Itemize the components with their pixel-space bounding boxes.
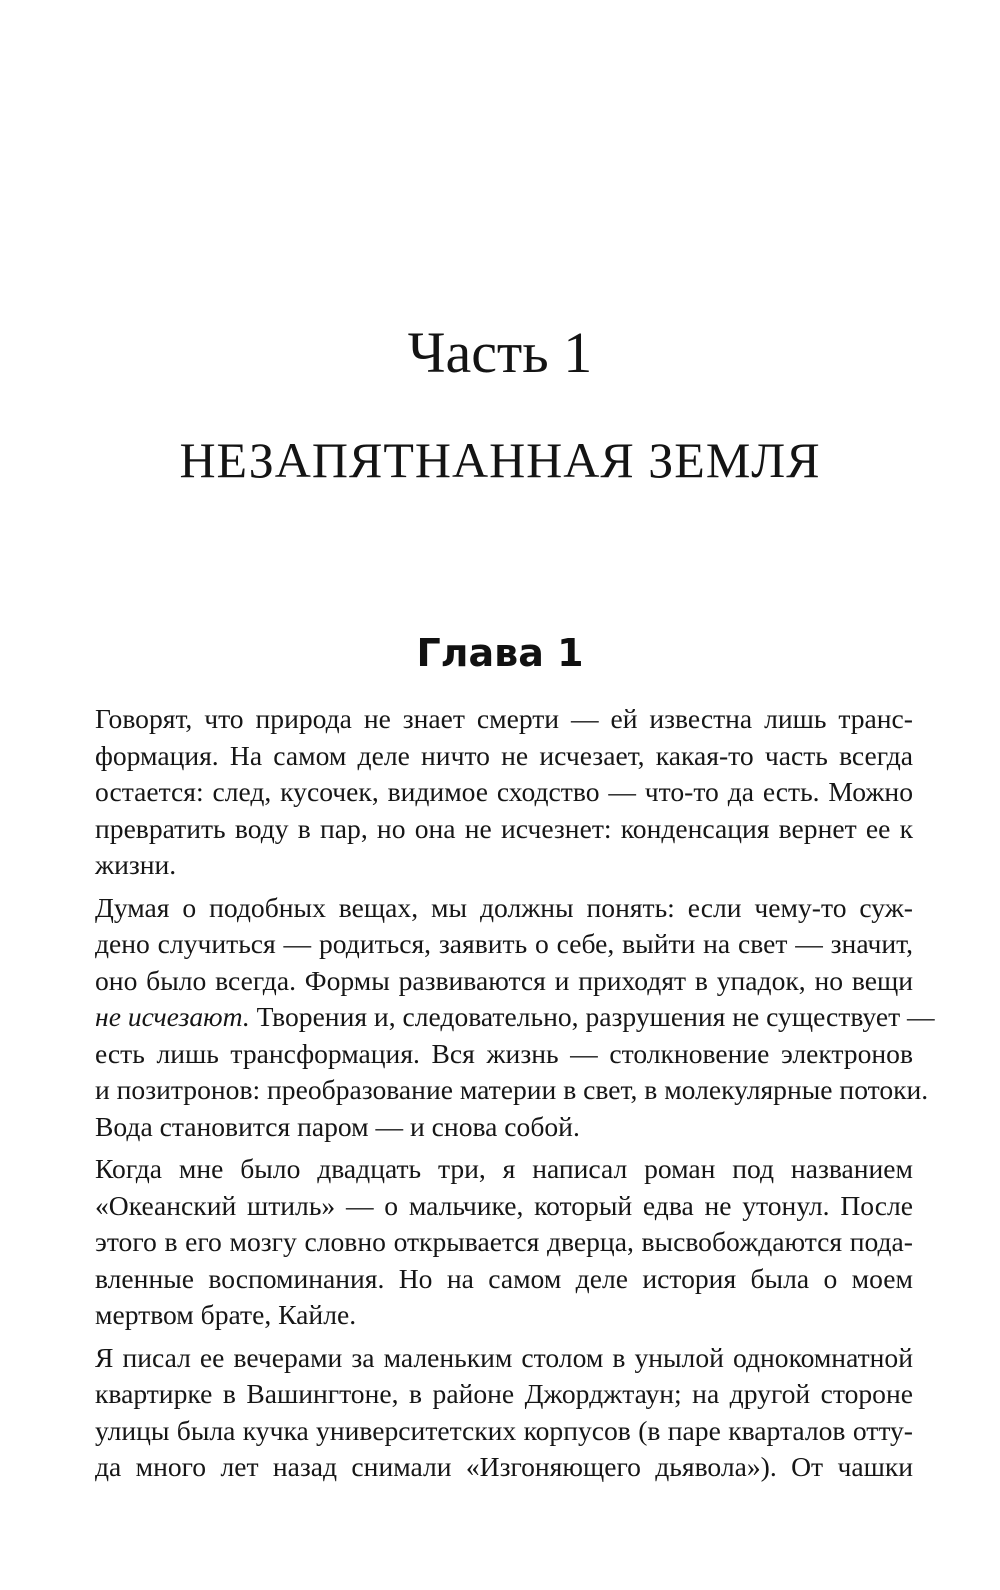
text-line: этого в его мозгу словно открывается дверца, высвобождаются пода- <box>95 1226 913 1257</box>
text-line: превратить воду в пар, но она не исчезнет: конденсация вернет ее к <box>95 812 913 844</box>
text-line: Говорят, что природа не знает смерти — ей известна лишь транс- <box>95 703 913 734</box>
text-line: есть лишь трансформация. Вся жизнь — столкновение электронов <box>95 1037 913 1069</box>
text-line: улицы была кучка университетских корпусов (в паре кварталов отту- <box>95 1414 913 1446</box>
text-line: формация. На самом деле ничто не исчезает, какая-то часть всегда <box>95 739 913 771</box>
chapter-title: Глава 1 <box>416 631 584 675</box>
text-line-rest: Творения и, следовательно, разрушения не существует — <box>249 1001 935 1032</box>
paragraph-1 <box>95 701 913 884</box>
paragraph-3 <box>95 1151 913 1334</box>
text-line: «Океанский штиль» — о мальчике, который едва не утонул. После <box>95 1189 913 1221</box>
text-line: да много лет назад снимали «Изгоняющего дьявола»). От чашки <box>95 1451 913 1482</box>
text-line: Когда мне было двадцать три, я написал роман под названием <box>95 1153 913 1184</box>
text-line: остается: след, кусочек, видимое сходство — что-то да есть. Можно <box>95 776 913 807</box>
text-line: жизни. <box>95 849 177 880</box>
text-line: квартирке в Вашингтоне, в районе Джорджтаун; на другой стороне <box>95 1378 913 1409</box>
text-line: дено случиться — родиться, заявить о себе, выйти на свет — значит, <box>95 928 913 959</box>
text-line: и позитронов: преобразование материи в свет, в молекулярные потоки. <box>95 1074 929 1105</box>
paragraph-2 <box>95 890 935 1146</box>
text-line: оно было всегда. Формы развиваются и приходят в упадок, но вещи <box>95 964 913 996</box>
text-line: вленные воспоминания. Но на самом деле история была о моем <box>95 1262 913 1294</box>
chapter-body <box>95 701 935 1492</box>
text-line: Думая о подобных вещах, мы должны понять: если чему-то суж- <box>95 891 913 923</box>
part-title: Часть 1 <box>407 320 593 385</box>
text-line: Вода становится паром — и снова собой. <box>95 1110 580 1142</box>
text-line-with-emphasis <box>95 999 935 1036</box>
emphasis-text: не исчезают. <box>95 1001 250 1032</box>
paragraph-4 <box>95 1340 913 1486</box>
text-line: Я писал ее вечерами за маленьким столом в унылой однокомнатной <box>95 1341 913 1373</box>
text-line: мертвом брате, Кайле. <box>95 1299 357 1330</box>
part-subtitle: НЕЗАПЯТНАННАЯ ЗЕМЛЯ <box>179 432 821 488</box>
